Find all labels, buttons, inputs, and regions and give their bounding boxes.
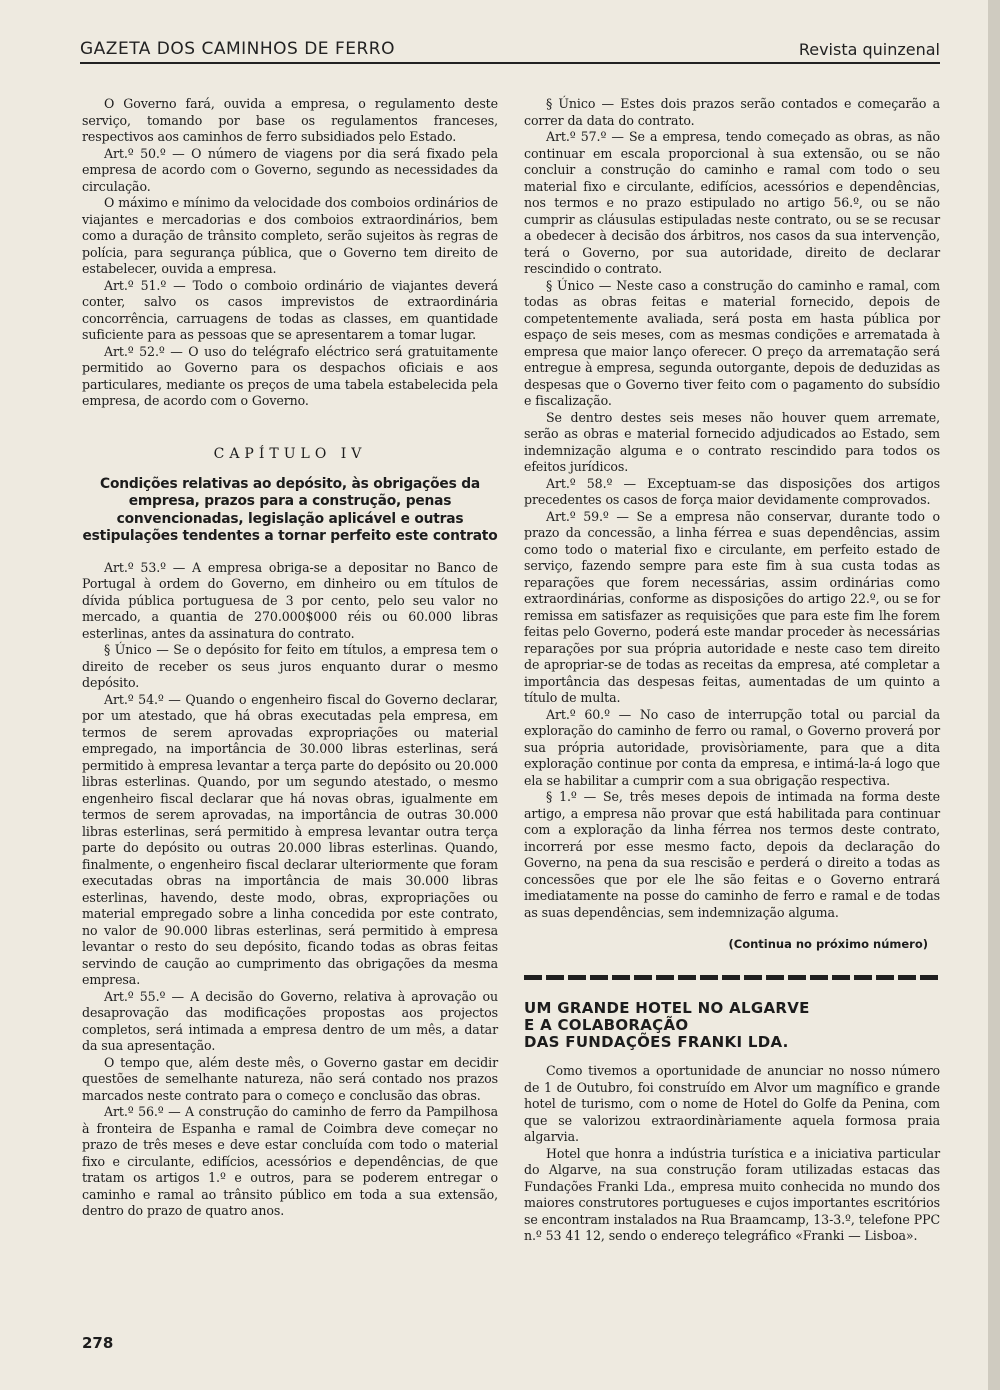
paragraph-unico: § Único — Se o depósito for feito em títulos, a empresa tem o direito de receber os seus juros enquanto durar o mesmo depósito. — [82, 642, 498, 690]
paragraph-art-59: Art.º 59.º — Se a empresa não conservar, durante todo o prazo da concessão, a linha férrea e suas dependências, assim como todo o material fixo e circulante, em perfeito estado de serviço, fazendo sempre para este fim à sua custa todas as reparações que forem necessárias, assim ordinárias como extraordinárias, conforme as disposições do artigo 22.º, ou se for remissa em satisfazer as requisições que para este fim lhe forem feitas pelo Governo, poderá este mandar proceder às necessárias reparações por sua própria autoridade e neste caso tem direito de apropriar-se de todas as receitas da empresa, até completar a importância das despesas feitas, aumentadas de um quinto a título de multa. — [524, 508, 940, 705]
news-paragraph: Hotel que honra a indústria turística e a iniciativa particular do Algarve, na sua construção foram utilizadas estacas das Fundações Franki Lda., empresa muito conhecida no mundo dos maiores construtores portugueses e cujos importantes escritórios se encontram instalados na Rua Braamcamp, 13-3.º, telefone PPC n.º 53 41 12, sendo o endereço telegráfico «Franki — Lisboa». — [524, 1145, 940, 1243]
paragraph-art-55: Art.º 55.º — A decisão do Governo, relativa à aprovação ou desaprovação das modificações propostas aos projectos completos, será intimada a empresa dentro de um mês, a datar da sua apresentação. — [82, 988, 498, 1053]
paragraph-art-58: Art.º 58.º — Exceptuam-se das disposições dos artigos precedentes os casos de força maior devidamente comprovados. — [524, 475, 940, 507]
paragraph-art-52: Art.º 52.º — O uso do telégrafo eléctrico será gratuitamente permitido ao Governo para os despachos oficiais e aos particulares, mediante os preços de uma tabela estabelecida pela empresa, de acordo com o Governo. — [82, 343, 498, 408]
chapter-heading: Condições relativas ao depósito, às obrigações da empresa, prazos para a construção, penas convencionadas, legislação aplicável e outras estipulações tendentes a tornar perfeito este contrato — [82, 475, 498, 544]
headline-line: UM GRANDE HOTEL NO ALGARVE — [524, 999, 810, 1017]
paragraph-art-54: Art.º 54.º — Quando o engenheiro fiscal do Governo declarar, por um atestado, que há obras executadas pela empresa, em termos de serem aprovadas expropriações ou material empregado, na importância de 30.000 libras esterlinas, será permitido à empresa levantar a terça parte do depósito ou 20.000 libras esterlinas. Quando, por um segundo atestado, o mesmo engenheiro fiscal declarar que há novas obras, igualmente em termos de serem aprovadas, na importância de outras 30.000 libras esterlinas, será permitido à empresa levantar outra terça parte do depósito ou outras 20.000 libras esterlinas. Quando, finalmente, o engenheiro fiscal declarar ulteriormente que foram executadas obras na importância de mais 30.000 libras esterlinas, havendo, deste modo, obras, expropriações ou material empregado sobre a linha concedida por este contrato, no valor de 90.000 libras esterlinas, será permitido à empresa levantar o resto do seu depósito, ficando todas as obras feitas servindo de caução ao cumprimento das obrigações da mesma empresa. — [82, 691, 498, 987]
paragraph: O tempo que, além deste mês, o Governo gastar em decidir questões de semelhante natureza, não será contado nos prazos marcados neste contrato para o começo e conclusão das obras. — [82, 1054, 498, 1103]
chapter-title: CAPÍTULO IV — [213, 445, 367, 462]
left-column — [82, 96, 498, 1220]
publication-subtitle: Revista quinzenal — [798, 40, 940, 59]
paragraph-art-57: Art.º 57.º — Se a empresa, tendo começado as obras, as não continuar em escala proporcional à sua extensão, ou se não concluir a construção do caminho e ramal com todo o seu material fixo e circulante, edifícios, acessórios e dependências, nos termos e no prazo estipulado no artigo 56.º, ou se não cumprir as cláusulas estipuladas neste contrato, ou se se recusar a obedecer à decisão dos árbitros, nos casos da sua intervenção, terá o Governo, por sua autoridade, direito de declarar rescindido o contrato. — [524, 129, 940, 276]
headline-line: DAS FUNDAÇÕES FRANKI LDA. — [524, 1033, 789, 1051]
masthead — [80, 36, 940, 64]
paragraph-unico: § Único — Estes dois prazos serão contados e começarão a correr da data do contrato. — [524, 96, 940, 128]
right-column — [524, 96, 940, 1245]
headline-line: E A COLABORAÇÃO — [524, 1016, 689, 1034]
paragraph: O Governo fará, ouvida a empresa, o regulamento deste serviço, tomando por base os regulamentos franceses, respectivos aos caminhos de ferro subsidiados pelo Estado. — [82, 96, 498, 144]
paragraph: O máximo e mínimo da velocidade dos comboios ordinários de viajantes e mercadorias e dos comboios extraordinários, bem como a duração de trânsito completo, serão sujeitos às regras de polícia, para segurança pública, que o Governo tem direito de estabelecer, ouvida a empresa. — [82, 195, 498, 276]
paragraph-art-51: Art.º 51.º — Todo o comboio ordinário de viajantes deverá conter, salvo os casos imprevistos de extraordinária concorrência, carruagens de todas as classes, em quantidade suficiente para as pessoas que se apresentarem a tomar lugar. — [82, 277, 498, 342]
paragraph-art-60: Art.º 60.º — No caso de interrupção total ou parcial da exploração do caminho de ferro ou ramal, o Governo proverá por sua própria autoridade, provisòriamente, para que a dita exploração continue por conta da empresa, e intimá-la-á logo que ela se habilitar a cumprir com a sua obrigação respectiva. — [524, 706, 940, 788]
page-edge-shadow — [988, 0, 1000, 1390]
news-paragraph: Como tivemos a oportunidade de anunciar no nosso número de 1 de Outubro, foi construído em Alvor um magnífico e grande hotel de turismo, com o nome de Hotel do Golfe da Penina, com que se valorizou extraordinàriamente aquela formosa praia algarvia. — [524, 1063, 940, 1144]
continued-note: (Continua no próximo número) — [728, 937, 928, 951]
paragraph-unico: § Único — Neste caso a construção do caminho e ramal, com todas as obras feitas e material fornecido, depois de competentemente avaliada, será posta em hasta pública por espaço de seis meses, com as mesmas condições e arrematada à empresa que maior lanço oferecer. O preço da arrematação será entregue à empresa, segunda outorgante, depois de deduzidas as despesas que o Governo tiver feito com o pagamento do subsídio e fiscalização. — [524, 277, 940, 408]
section-divider — [524, 975, 940, 980]
paragraph: Se dentro destes seis meses não houver quem arremate, serão as obras e material fornecido adjudicados ao Estado, sem indemnização alguma e o contrato rescindido para todos os efeitos jurídicos. — [524, 409, 940, 474]
paragraph-par-1: § 1.º — Se, três meses depois de intimada na forma deste artigo, a empresa não provar que está habilitada para continuar com a exploração da linha férrea nos termos deste contrato, incorrerá por esse mesmo facto, depois da declaração do Governo, na pena da sua rescisão e perderá o direito a todas as concessões que por ele lhe são feitas e o Governo entrará imediatamente na posse do caminho de ferro e ramal e de todas as suas dependências, sem indemnização alguma. — [524, 789, 940, 920]
page-number: 278 — [82, 1334, 114, 1352]
paragraph-art-53: Art.º 53.º — A empresa obriga-se a depositar no Banco de Portugal à ordem do Governo, em dinheiro ou em títulos de dívida pública portuguesa de 3 por cento, pelo seu valor no mercado, a quantia de 270.000$000 réis ou 60.000 libras esterlinas, antes da assinatura do contrato. — [82, 559, 498, 641]
paragraph-art-56: Art.º 56.º — A construção do caminho de ferro da Pampilhosa à fronteira de Espanha e ramal de Coimbra deve começar no prazo de três meses e deve estar concluída com todo o material fixo e circulante, edifícios, acessórios e dependências, de que tratam os artigos 1.º e outros, para se poderem entregar o caminho e ramal ao trânsito público em toda a sua extensão, dentro do prazo de quatro anos. — [82, 1104, 498, 1218]
publication-title: GAZETA DOS CAMINHOS DE FERRO — [80, 39, 395, 59]
paragraph-art-50: Art.º 50.º — O número de viagens por dia será fixado pela empresa de acordo com o Governo, segundo as necessidades da circulação. — [82, 145, 498, 194]
news-headline — [524, 1000, 940, 1051]
